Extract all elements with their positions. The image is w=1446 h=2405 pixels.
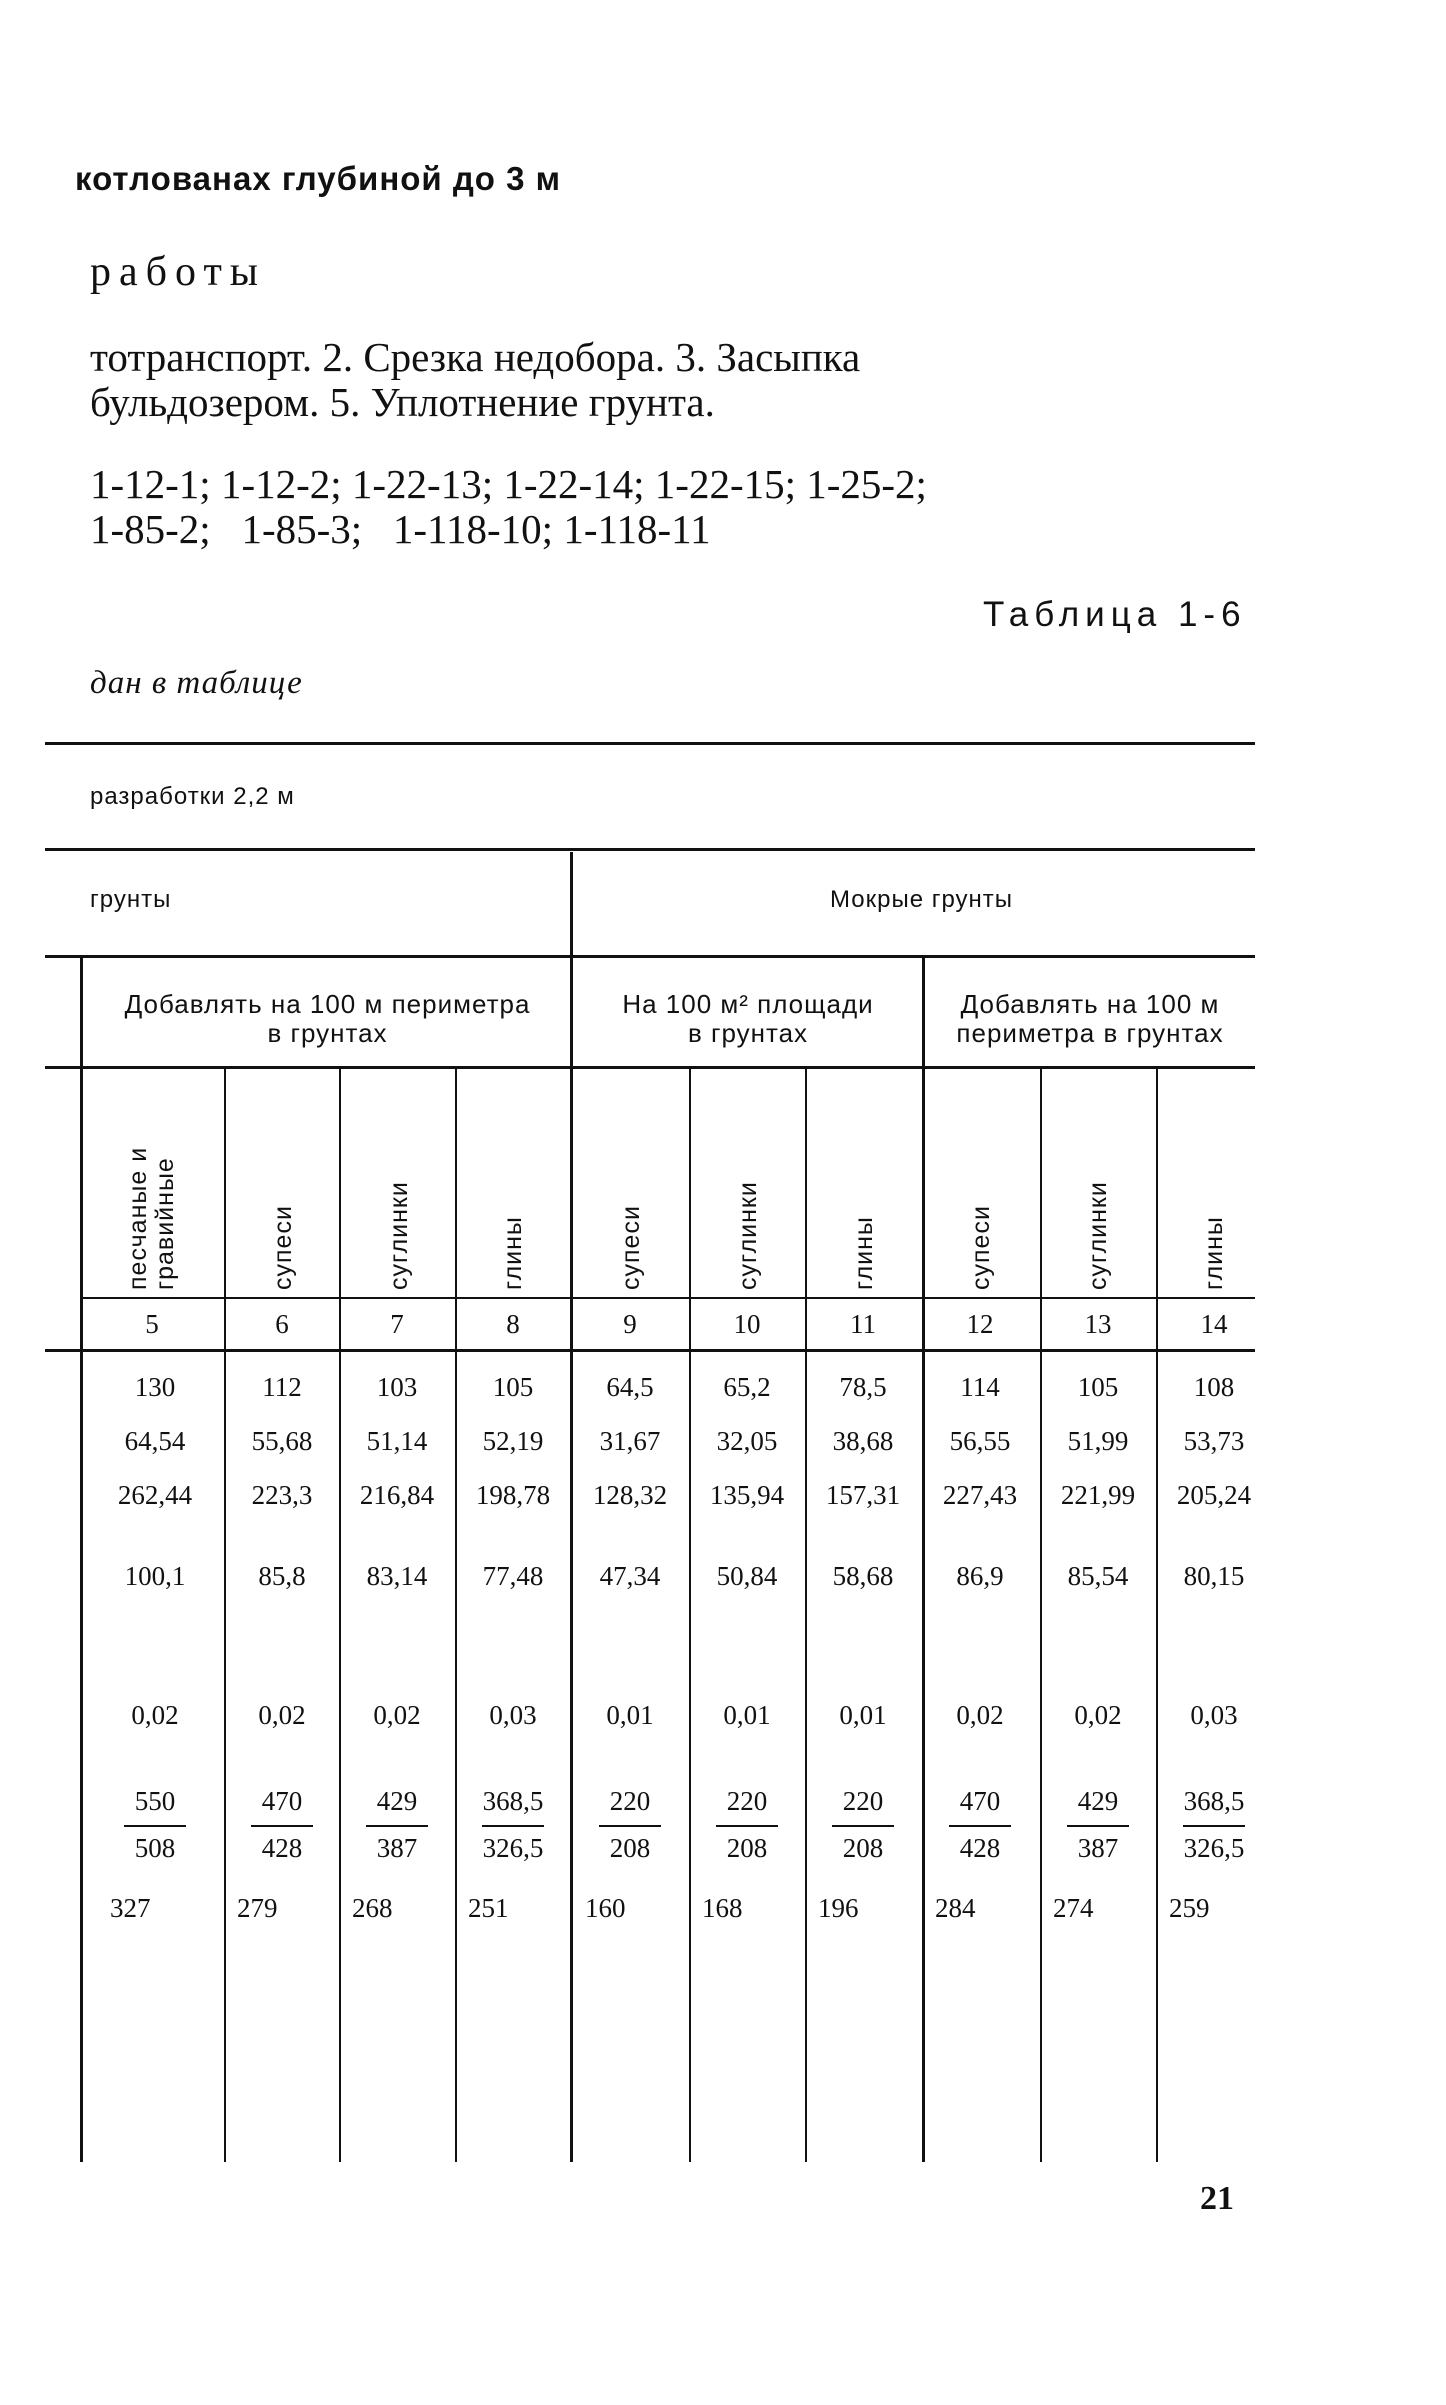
table-cell: 196 (818, 1893, 859, 1923)
table-cell: 108 (1193, 1372, 1235, 1402)
fraction-cell (1164, 1786, 1264, 1864)
numerator: 429 (376, 1786, 418, 1816)
col-label-9: супеси (617, 1205, 645, 1290)
denominator: 326,5 (1183, 1833, 1245, 1863)
denominator: 208 (609, 1833, 651, 1863)
denominator: 428 (261, 1833, 303, 1863)
page-number: 21 (1200, 2180, 1234, 2217)
denominator: 387 (376, 1833, 418, 1863)
group-left-label: грунты (90, 886, 172, 913)
table-cell: 168 (702, 1893, 743, 1923)
fraction-cell (930, 1786, 1030, 1864)
table-cell: 38,68 (832, 1426, 894, 1456)
table-cell: 56,55 (949, 1426, 1011, 1456)
table-cell: 128,32 (592, 1480, 668, 1510)
table-cell: 274 (1053, 1893, 1094, 1923)
col-num: 12 (966, 1309, 994, 1339)
table-cell: 47,34 (599, 1561, 661, 1591)
fraction-bar (251, 1825, 313, 1827)
table-cell: 251 (468, 1893, 509, 1923)
table-cell: 51,99 (1067, 1426, 1129, 1456)
numerator: 368,5 (1183, 1786, 1245, 1816)
fraction-bar (832, 1825, 894, 1827)
works-title: работы (90, 249, 267, 295)
col-line (1040, 1069, 1042, 2162)
given-in-table-note: дан в таблице (90, 665, 303, 701)
table-cell: 0,02 (258, 1700, 306, 1730)
references-line-1: 1-12-1; 1-12-2; 1-22-13; 1-22-14; 1-22-15; 1-25-2; (90, 461, 927, 507)
denominator: 387 (1077, 1833, 1119, 1863)
numerator: 429 (1077, 1786, 1119, 1816)
table-body-rule (45, 1349, 1255, 1352)
sub-right-header: Добавлять на 100 м периметра в грунтах (956, 989, 1224, 1048)
table-cell: 105 (1077, 1372, 1119, 1402)
col-num: 10 (733, 1309, 761, 1339)
table-top-rule (45, 742, 1255, 745)
col-label-7: суглинки (385, 1181, 413, 1290)
col-num: 8 (506, 1309, 520, 1339)
left-border (80, 958, 83, 2162)
table-cell: 50,84 (716, 1561, 778, 1591)
table-cell: 221,99 (1060, 1480, 1136, 1510)
fraction-cell (463, 1786, 563, 1864)
col-line (805, 1069, 807, 2162)
table-cell: 105 (492, 1372, 534, 1402)
table-cell: 0,02 (1074, 1700, 1122, 1730)
table-cell: 80,15 (1183, 1561, 1245, 1591)
col-line (455, 1069, 457, 2162)
table-cell: 100,1 (124, 1561, 186, 1591)
fraction-bar (716, 1825, 778, 1827)
column-header-rule (45, 1066, 1255, 1069)
group-right-label: Мокрые грунты (830, 886, 1014, 913)
table-cell: 259 (1169, 1893, 1210, 1923)
group-header-rule (45, 848, 1255, 851)
table-cell: 205,24 (1176, 1480, 1252, 1510)
fraction-bar (1183, 1825, 1245, 1827)
table-cell: 58,68 (832, 1561, 894, 1591)
fraction-cell (105, 1786, 205, 1864)
table-cell: 31,67 (599, 1426, 661, 1456)
fraction-bar (1067, 1825, 1129, 1827)
col-num: 7 (390, 1309, 404, 1339)
table-cell: 130 (134, 1372, 176, 1402)
fraction-cell (347, 1786, 447, 1864)
fraction-bar (366, 1825, 428, 1827)
col-label-6: супеси (269, 1205, 297, 1290)
table-cell: 157,31 (825, 1480, 901, 1510)
composition-line-2: бульдозером. 5. Уплотнение грунта. (90, 379, 715, 425)
col-num: 9 (623, 1309, 637, 1339)
sub-mid-header: На 100 м² площади в грунтах (622, 989, 874, 1048)
table-cell: 284 (935, 1893, 976, 1923)
numerator: 470 (261, 1786, 303, 1816)
col-label-13: суглинки (1084, 1181, 1112, 1290)
subgroup-divider (922, 958, 925, 2162)
table-cell: 268 (352, 1893, 393, 1923)
table-cell: 0,02 (373, 1700, 421, 1730)
col-num: 14 (1200, 1309, 1228, 1339)
colnum-top-rule (80, 1297, 1255, 1299)
col-label-5: песчаные и гравийные (124, 1146, 179, 1290)
col-num: 5 (145, 1309, 159, 1339)
fraction-bar (482, 1825, 544, 1827)
col-line (224, 1069, 226, 2162)
fraction-cell (813, 1786, 913, 1864)
table-cell: 83,14 (366, 1561, 428, 1591)
table-cell: 0,01 (723, 1700, 771, 1730)
fraction-cell (1048, 1786, 1148, 1864)
table-title: Таблица 1-6 (983, 595, 1247, 634)
fraction-cell (580, 1786, 680, 1864)
col-label-8: глины (499, 1216, 527, 1290)
numerator: 220 (726, 1786, 768, 1816)
table-cell: 0,02 (956, 1700, 1004, 1730)
numerator: 550 (134, 1786, 176, 1816)
table-cell: 198,78 (475, 1480, 551, 1510)
col-label-11: глины (850, 1216, 878, 1290)
table-cell: 103 (376, 1372, 418, 1402)
table-cell: 0,01 (606, 1700, 654, 1730)
col-num: 6 (275, 1309, 289, 1339)
table-cell: 77,48 (482, 1561, 544, 1591)
numerator: 470 (959, 1786, 1001, 1816)
denominator: 208 (842, 1833, 884, 1863)
denominator: 428 (959, 1833, 1001, 1863)
table-cell: 51,14 (366, 1426, 428, 1456)
table-cell: 53,73 (1183, 1426, 1245, 1456)
table-cell: 135,94 (709, 1480, 785, 1510)
col-line (1156, 1069, 1158, 2162)
table-cell: 216,84 (359, 1480, 435, 1510)
table-cell: 227,43 (942, 1480, 1018, 1510)
fraction-cell (232, 1786, 332, 1864)
table-cell: 52,19 (482, 1426, 544, 1456)
denominator: 326,5 (482, 1833, 544, 1863)
table-cell: 86,9 (956, 1561, 1004, 1591)
table-cell: 85,54 (1067, 1561, 1129, 1591)
table-cell: 327 (110, 1893, 151, 1923)
composition-line-1: тотранспорт. 2. Срезка недобора. 3. Засыпка (90, 334, 861, 380)
depth-label: разработки 2,2 м (90, 783, 295, 810)
table-cell: 78,5 (839, 1372, 887, 1402)
fraction-bar (949, 1825, 1011, 1827)
table-cell: 32,05 (716, 1426, 778, 1456)
table-cell: 0,02 (131, 1700, 179, 1730)
col-num: 13 (1084, 1309, 1112, 1339)
table-cell: 64,54 (124, 1426, 186, 1456)
table-cell: 0,01 (839, 1700, 887, 1730)
table-cell: 0,03 (489, 1700, 537, 1730)
table-cell: 223,3 (251, 1480, 313, 1510)
col-line (689, 1069, 691, 2162)
denominator: 508 (134, 1833, 176, 1863)
table-cell: 0,03 (1190, 1700, 1238, 1730)
sub-left-header: Добавлять на 100 м периметра в грунтах (124, 989, 531, 1048)
col-label-10: суглинки (734, 1181, 762, 1290)
table-cell: 112 (262, 1372, 302, 1402)
fraction-cell (697, 1786, 797, 1864)
numerator: 368,5 (482, 1786, 544, 1816)
section-heading: котлованах глубиной до 3 м (75, 160, 562, 197)
table-cell: 160 (585, 1893, 626, 1923)
numerator: 220 (609, 1786, 651, 1816)
col-line (339, 1069, 341, 2162)
fraction-bar (124, 1825, 186, 1827)
references-line-2: 1-85-2; 1-85-3; 1-118-10; 1-118-11 (90, 506, 711, 552)
col-label-12: супеси (967, 1205, 995, 1290)
table-cell: 262,44 (117, 1480, 193, 1510)
col-num: 11 (850, 1309, 876, 1339)
table-cell: 279 (237, 1893, 278, 1923)
fraction-bar (599, 1825, 661, 1827)
numerator: 220 (842, 1786, 884, 1816)
denominator: 208 (726, 1833, 768, 1863)
table-cell: 114 (960, 1372, 1000, 1402)
table-cell: 64,5 (606, 1372, 654, 1402)
col-label-14: глины (1200, 1216, 1228, 1290)
table-cell: 85,8 (258, 1561, 306, 1591)
subgroup-rule (45, 955, 1255, 958)
table-cell: 65,2 (723, 1372, 771, 1402)
table-cell: 55,68 (251, 1426, 313, 1456)
